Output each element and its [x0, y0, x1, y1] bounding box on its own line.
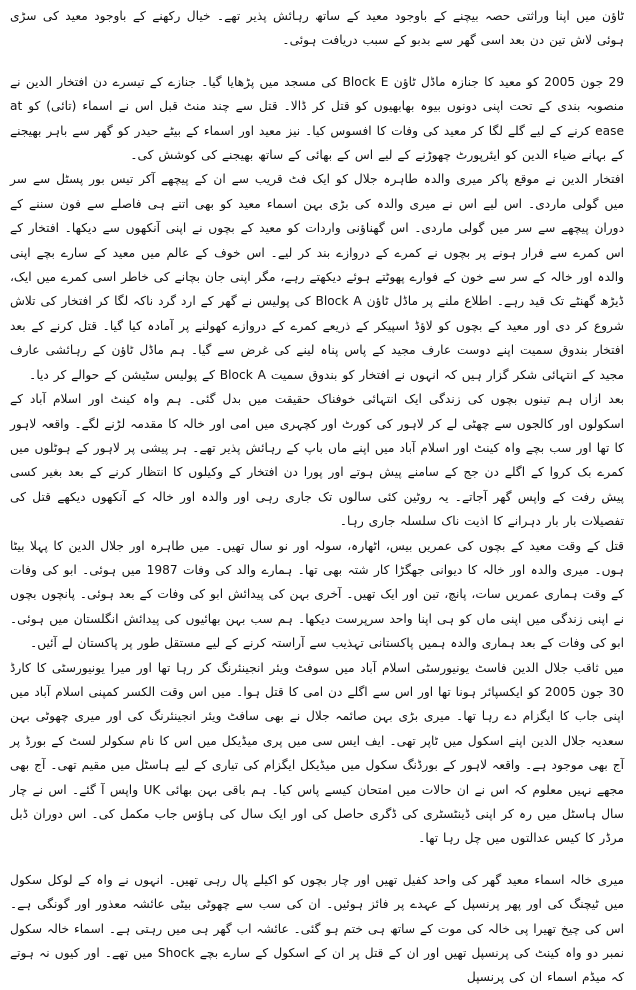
- paragraph-aunt-asma: میری خالہ اسماء معید گھر کی واحد کفیل تھیں اور چار بچوں کو اکیلے پال رہی تھیں۔ انہوں نے واہ کے لوکل سکول میں ٹیچنگ کی اور پھر پرنسپل کے عہدے پر فائز ہوئیں۔ ان کی سب سے چھوٹی بیٹی عائشہ معذور اور گونگی ہے۔ اس کی چیخ تھیرا پی خالہ کی موت کے ساتھ ہی ختم ہو گئی۔ عائشہ اب گھر ہی میں رہتی ہے۔ اسماء خالہ سکول نمبر دو واہ کینٹ کی پرنسپل تھیں اور ان کے قتل پر ان کے اسکول کے سارے بچے Shock میں تھے۔ اور کیوں نہ ہوتے کہ میڈم اسماء ان کی پرنسپل: [10, 872, 624, 985]
- paragraph-intro-continuation: ٹاؤن میں اپنا وراثتی حصہ بیچنے کے باوجود معید کے ساتھ رہائش پذیر تھے۔ خیال رکھنے کے باوجود معید کی سڑی ہوئی لاش تین دن بعد اسی گھر سے بدبو کے سبب دریافت ہوئی۔: [10, 9, 624, 48]
- paragraph-shooting: افتخار الدین نے موقع پاکر میری والدہ طاہرہ جلال کو ایک فٹ قریب سے ان کے پیچھے آکر تیس بور پسٹل سے سر میں گولی ماردی۔ اس لیے اس نے میری والدہ کی بڑی بہن اسماء معید کو بھی اتنے ہی فاصلے سے فون سننے کے دوران پیچھے سے سر میں گولی ماردی۔ اس گھناؤنی واردات کو معید کے بچوں نے اپنی آنکھوں سے دیکھا۔ افتخار کے اس کمرے سے فرار ہونے پر بچوں نے کمرے کے دروازے بند کر لیے۔ اس خوف کے عالم میں معید کے سارے بچے اپنی والدہ اور خالہ کے سر سے خون کے فوارے پھوٹتے ہوئے دیکھتے رہے، مگر اپنی جان بچانے کی خاطر اسی کمرے میں ایک، ڈیڑھ گھنٹے تک قید رہے۔ اطلاع ملنے پر ماڈل ٹاؤن Block A کی پولیس نے گھر کے ارد گرد ناکہ لگا کر افتخار کی تلاش شروع کر دی اور معید کے بچوں کو لاؤڈ اسپیکر کے ذریعے کمرے کے دروازے کھولنے پر آمادہ کیا گیا۔ قتل کرنے کے بعد افتخار بندوق سمیت اپنے دوست عارف مجید کے پاس پناہ لینے کی غرض سے گیا۔ ہم ماڈل ٹاؤن کے رہائشی عارف مجید کے انتہائی شکر گزار ہیں کہ انہوں نے افتخار کو بندوق سمیت Block A کے پولیس سٹیشن کے حوالے کر دیا۔: [10, 172, 624, 382]
- paragraph-court-case: بعد ازاں ہم تینوں بچوں کی زندگی ایک انتہائی خوفناک حقیقت میں بدل گئی۔ ہم واہ کینٹ اور اسلام آباد کے اسکولوں اور کالجوں سے چھٹی لے کر لاہور کی کورٹ اور کچہری میں امی اور خالہ کا مقدمہ لڑنے لگے۔ واقعہ لاہور کا تھا اور سب بچے واہ کینٹ اور اسلام آباد میں اپنے ماں باپ کے رہائش پذیر تھے۔ ہر پیشی پر لاہور کے ہوٹلوں میں کمرے بک کروا کے اگلے دن جج کے سامنے پیش ہوتے اور پورا دن افتخار کے وکیلوں کا انتظار کرنے کے بعد بغیر کسی پیش رفت کے واپس گھر آجاتے۔ یہ روٹین کئی سالوں تک جاری رہی اور والدہ اور خالہ کے آنکھوں دیکھے قتل کی تفصیلات بار بار دہرانے کا اذیت ناک سلسلہ جاری رہا۔: [10, 392, 624, 529]
- paragraph-family-ages: قتل کے وقت معید کے بچوں کی عمریں بیس، اٹھارہ، سولہ اور نو سال تھیں۔ میں طاہرہ اور جلال الدین کا پہلا بیٹا ہوں۔ میری والدہ اور خالہ کا دیوانی جھگڑا کار شتہ بھی تھا۔ ہمارے والد کی وفات 1987 میں ہوئی۔ ابو کی وفات کے وقت ہماری عمریں سات، پانچ، تین اور ایک تھیں۔ آخری بہن کی پیدائش ابو کی وفات کے بعد ہوئی۔ پانچوں بچوں نے اپنی زندگی میں اپنی ماں کو ہی اپنا واحد سرپرست دیکھا۔ ہم سب بہن بھائیوں کی پیدائش انگلستان میں ہوئی۔ ابو کی وفات کے بعد ہماری والدہ ہمیں پاکستانی تہذیب سے آراستہ کرنے کے لیے مستقل طور پر پاکستان لے آئیں۔: [10, 538, 624, 651]
- paragraph-funeral-and-plan: 29 جون 2005 کو معید کا جنازہ ماڈل ٹاؤن Block E کی مسجد میں پڑھایا گیا۔ جنازے کے تیسرے دن افتخار الدین نے منصوبہ بندی کے تحت اپنی دونوں بیوہ بھابھیوں کو قتل کر ڈالا۔ قتل سے چند منٹ قبل اس نے اسماء (تائی) کو at ease کرنے کے لیے گلے لگا کر معید کی وفات کا افسوس کیا۔ نیز معید اور اسماء کے بیٹے حیدر کو گھر سے باہر بھیجنے کے بہانے ضیاء الدین کو ایئرپورٹ چھوڑنے کے لیے اس کے بھائی کے ساتھ بھیجنے کی کوشش کی۔: [10, 74, 624, 163]
- paragraph-author-background: میں ثاقب جلال الدین فاسٹ یونیورسٹی اسلام آباد میں سوفٹ ویئر انجینئرنگ کر رہا تھا اور میرا یونیورسٹی کا کارڈ 30 جون 2005 کو ایکسپائر ہونا تھا اور اس سے اگلے دن امی کا قتل ہوا۔ میں اس وقت الکسر کمپنی اسلام آباد میں اپنی جاب کا ایگزام دے رہا تھا۔ میری بڑی بہن صائمہ جلال نے بھی سافٹ ویئر انجینئرنگ کی اور میری چھوٹی بہن سعدیہ جلال الدین اپنے اسکول میں ٹاپر تھی۔ ایف ایس سی میں پری میڈیکل میں اس کا نام سکولر لسٹ کے بورڈ پر آج بھی موجود ہے۔ واقعہ لاہور کے بورڈنگ سکول میں میڈیکل ایگزام کی تیاری کے لیے ہاسٹل میں مقیم تھی۔ آج بھی مجھے نہیں معلوم کہ اس نے ان حالات میں امتحان کیسے پاس کیا۔ ہم باقی بہن بھائی UK واپس آ گئے۔ اس نے چار سال ہاسٹل میں رہ کر اپنی ڈینٹسٹری کی ڈگری حاصل کی اور ایک سال کی ہاؤس جاب مکمل کی۔ اس دوران ڈبل مرڈر کا کیس عدالتوں میں چل رہا تھا۔: [10, 660, 624, 846]
